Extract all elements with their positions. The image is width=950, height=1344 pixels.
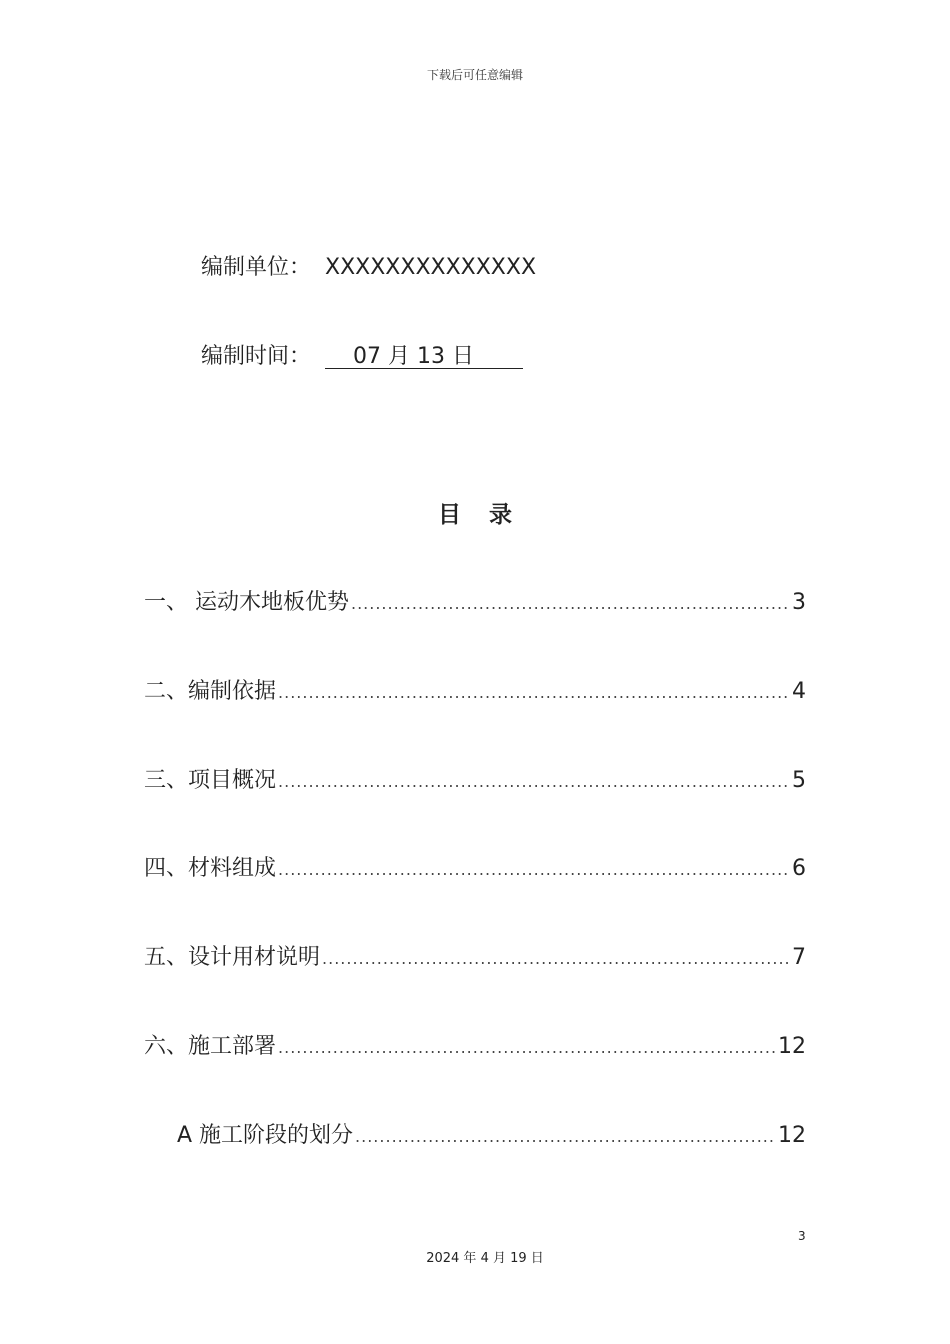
toc-entry[interactable] bbox=[144, 851, 806, 882]
compiling-time-value: 07 月 13 日 bbox=[325, 346, 523, 369]
compiling-unit-row bbox=[201, 250, 536, 281]
toc-entry-page: 5 bbox=[792, 768, 806, 793]
toc-entry-page: 12 bbox=[778, 1123, 806, 1148]
toc-leader-dots bbox=[322, 949, 790, 968]
footer-date: 2024 年 4 月 19 日 bbox=[426, 1251, 544, 1266]
toc-entry-page: 3 bbox=[792, 590, 806, 615]
toc-entry-page: 12 bbox=[778, 1034, 806, 1059]
toc-entry-label: 六、施工部署 bbox=[144, 1034, 277, 1059]
toc-entry-label: 一、 运动木地板优势 bbox=[144, 590, 349, 615]
compiling-time-label: 编制时间： bbox=[201, 344, 312, 369]
toc-title: 目录 bbox=[438, 502, 540, 528]
header-note: 下载后可任意编辑 bbox=[426, 68, 523, 82]
toc-entry-page: 7 bbox=[792, 945, 806, 970]
toc-leader-dots bbox=[278, 683, 790, 702]
toc-entry-label: 三、项目概况 bbox=[144, 768, 277, 793]
toc-entry[interactable] bbox=[144, 940, 806, 971]
toc-leader-dots bbox=[351, 594, 790, 613]
toc-entry-label: 二、编制依据 bbox=[144, 679, 277, 704]
toc-entry[interactable] bbox=[144, 585, 806, 616]
toc-entry[interactable] bbox=[144, 1029, 806, 1060]
compiling-time-row bbox=[201, 339, 523, 370]
toc-entry-label: 四、材料组成 bbox=[144, 856, 277, 881]
toc-leader-dots bbox=[278, 772, 790, 791]
toc-entry[interactable] bbox=[144, 674, 806, 705]
compiling-unit-value: XXXXXXXXXXXXXX bbox=[325, 255, 537, 280]
toc-leader-dots bbox=[278, 860, 790, 879]
toc-entry-label: 五、设计用材说明 bbox=[144, 945, 321, 970]
toc-entry[interactable] bbox=[144, 763, 806, 794]
toc-entry-page: 6 bbox=[792, 856, 806, 881]
toc-leader-dots bbox=[355, 1127, 776, 1146]
toc-entry-page: 4 bbox=[792, 679, 806, 704]
toc-subentry[interactable] bbox=[177, 1118, 806, 1149]
toc-entry-label: A 施工阶段的划分 bbox=[177, 1123, 354, 1148]
compiling-unit-label: 编制单位： bbox=[201, 255, 312, 280]
page-number: 3 bbox=[798, 1229, 806, 1243]
toc-leader-dots bbox=[278, 1038, 776, 1057]
